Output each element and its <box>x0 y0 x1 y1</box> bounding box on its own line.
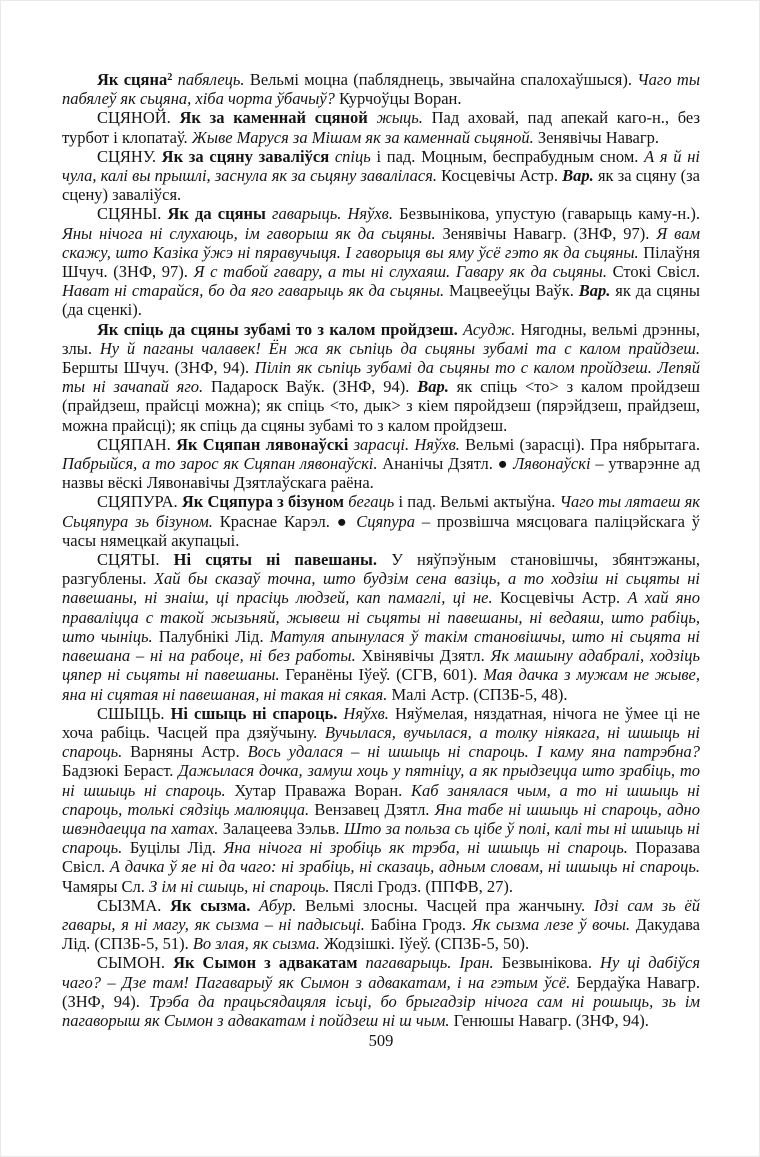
entry-paragraph <box>62 704 700 896</box>
text-run: Яны нічога ні слухаюць, ім гаворыш як да сьцяны. <box>62 223 436 243</box>
text-run: Як за сцяну заваліўся <box>161 146 330 166</box>
entry-paragraph <box>62 204 700 319</box>
text-run: Я вам скажу, што Казіка ўжэ ні пяравучыця. І гаворыця вы яму ўсё гэто як да сьцяны. <box>62 223 700 262</box>
text-run: як за сцяну (за сцену) заваліўся. <box>62 166 700 205</box>
text-run: Палубнікі Лід. <box>152 626 270 646</box>
text-run: А дачка ў яе ні да чаго: ні зрабіць, ні сказаць, адным словам, ні шшыць ні спароць. <box>109 857 700 877</box>
text-run: Няўмелая, няздатная, нічога не ўмее ці не хоча рабіць. Часцей пра дзяўчыну. <box>62 703 700 742</box>
text-run: СЫМОН. <box>97 953 174 973</box>
text-run: і пад. Вельмі актыўна. <box>394 492 560 512</box>
text-run: – прозвішча мясцовага паліцэйскага ў часы нямецкай акупацыі. <box>62 511 701 550</box>
text-run: СЫЗМА. <box>97 895 171 915</box>
text-run: СЦЯНЫ. <box>97 204 168 224</box>
text-run: Дакудава Лід. (СПЗБ-5, 51). <box>62 914 700 954</box>
text-run: Яна табе ні шшыць ні спароць, адно швэндаецца па хатах. <box>62 799 700 838</box>
text-run: Бершты Шчуч. (ЗНФ, 94). <box>62 358 255 378</box>
text-run: З ім ні сшыць, ні спароць. <box>149 876 330 896</box>
text-run: Во злая, як сызма. <box>192 934 320 954</box>
text-run: зарасці. Няўхв. <box>348 434 460 454</box>
text-run: Жодзішкі. Іўеў. (СПЗБ-5, 50). <box>319 934 530 954</box>
text-run: Чаго ты лятаеш як Сьцяпура зь бізуном. <box>62 492 700 531</box>
text-run: СЦЯНУ. <box>97 146 162 166</box>
text-run: Яна нічога ні зробіць як трэба, ні шшыць ні спароць. <box>223 838 628 858</box>
text-run: Поразава Свісл. <box>62 838 701 877</box>
text-run: Як машыну адабралі, ходзіць цяпер ні сьцяты ні павешаны. <box>62 646 700 685</box>
text-run: Нягодны, вельмі дрэнны, злы. <box>62 319 701 358</box>
text-run: Краснае Карэл. ● <box>212 511 357 531</box>
text-run: Што за польза сь цібе ў полі, калі ты ні шшыць ні спароць. <box>62 818 700 858</box>
text-run: Хутар Праважа Воран. <box>225 780 411 800</box>
text-run: Жыве Маруся за Мішам як за каменнай сьцяной. <box>191 127 534 147</box>
text-run: У няўпэўным становішчы, збянтэжаны, разгублены. <box>62 550 700 589</box>
text-run: – утварэнне ад назвы вёскі Лявонавічы Дзятлаўскага раёна. <box>62 454 700 493</box>
text-run: Хвінявічы Дзятл. <box>355 646 491 666</box>
text-run: Бердаўка Навагр. (ЗНФ, 94). <box>62 972 700 1011</box>
entry-paragraph <box>62 492 700 550</box>
entry-paragraph <box>62 320 700 435</box>
text-run: Як сызма. <box>170 895 251 915</box>
text-run: Нават ні старайся, бо да яго гаварыць як да сьцяны. <box>62 281 445 301</box>
text-run: Вар. <box>417 377 449 397</box>
text-run: Вельмі (зарасці). Пра нябрытага. <box>459 434 700 454</box>
text-run: жыць. <box>367 108 423 128</box>
text-run: Абур. <box>250 895 297 915</box>
text-run: Трэба да працьсядацяля ісьці, бо брыгадзір нічога сам ні рошыць, зь ім пагаворыш як Сымон з адвакатам і пойдзеш ні ш чым. <box>62 991 700 1030</box>
text-run: Безвынікова, упустую (гаварыць каму-н.). <box>392 204 700 224</box>
text-run: Пілаўня Шчуч. (ЗНФ, 97). <box>62 242 700 282</box>
text-run: Косцевічы Астр. <box>492 588 628 608</box>
text-run: Як Сымон з адвакатам <box>173 953 358 973</box>
text-run: Безвынікова. <box>493 953 601 973</box>
text-run: Буцілы Лід. <box>122 838 224 858</box>
text-run: СЦЯНОЙ. <box>97 108 180 128</box>
text-run: Косцевічы Астр. <box>437 166 563 186</box>
text-run: Бадзюкі Бераст. <box>62 761 179 781</box>
text-run: А я й ні чула, калі вы прышлі, заснула як за сьцяну завалілася. <box>62 146 700 186</box>
text-run: Вар. <box>578 281 611 301</box>
text-run: Як спіць да сцяны зубамі то з калом пройдзеш. <box>97 319 458 339</box>
text-run: СЦЯПАН. <box>97 434 177 454</box>
text-run: Ні сшыць ні спароць. <box>170 703 338 723</box>
text-run: Ну ці дабіўся чаго? – Дзе там! Пагаварыў як Сымон з адвакатам, і на гэтым ўсё. <box>62 953 701 992</box>
text-run: Сцяпура <box>356 511 415 531</box>
text-run: Дажылася дочка, замуш хоць у пятніцу, а як прыдзецца што зрабіць, то ні шшыць ні спароць. <box>62 761 700 800</box>
text-run: Як сцяна <box>97 70 168 89</box>
text-run: А хай яно праваліцца с такой жызьняй, жывеш ні сьцяты ні павешаны, ні ведаяш, што рабіць, што чыніць. <box>62 588 700 646</box>
text-run: Чаго ты пабялеў як сьцяна, хіба чорта ўбачыў? <box>62 70 700 109</box>
text-run: Бабіна Гродз. <box>364 914 472 934</box>
entry-paragraph <box>62 435 700 493</box>
text-run: Як за каменнай сцяной <box>179 108 368 128</box>
entry-paragraph <box>62 953 700 1030</box>
text-run: Малі Астр. (СПЗБ-5, 48). <box>387 684 568 704</box>
text-run: Вучылася, вучылася, а толку ніякага, ні шшыць ні спароць. <box>62 722 700 762</box>
text-run: бегаць <box>344 492 395 512</box>
text-run: Вельмі моцна (пабляднець, звычайна спалохаўшыся). <box>244 70 638 89</box>
text-run: як да сцяны (да сценкі). <box>62 281 700 320</box>
text-run: Ні сцяты ні павешаны. <box>173 550 378 570</box>
text-run: Вельмі злосны. Часцей пра жанчыну. <box>296 895 594 915</box>
text-run: Піліп як сьпіць зубамі да сьцяны то с калом пройдзеш. Лепяй ты ні зачапай яго. <box>62 358 701 397</box>
text-run: Вось удалася – ні шшыць ні спароць. І каму яна патрэбна? <box>247 742 701 762</box>
text-run: Стокі Свісл. <box>606 262 700 282</box>
text-run: Варняны Астр. <box>122 742 248 762</box>
text-run: Хай бы сказаў точна, што будзім сена вазіць, а то ходзіш ні сьцяты ні павешаны, ні знаіш, ці прасіць людзей, кап памаглі, ці не. <box>62 569 700 608</box>
text-run: Вензавец Дзятл. <box>309 799 435 819</box>
text-run: Каб занялася чым, а то ні шшыць ні спароць, толькі сядзіць малюяцца. <box>62 780 700 819</box>
text-run: Ананічы Дзятл. ● <box>377 454 514 474</box>
text-run: Як да сцяны <box>167 204 266 224</box>
text-run: Асудж. <box>457 319 516 339</box>
text-run: Як Сцяпан лявонаўскі <box>176 434 349 454</box>
text-run: Як Сцяпура з бізуном <box>181 492 345 512</box>
text-run: Генюшы Навагр. (ЗНФ, 94). <box>449 1010 649 1030</box>
text-run: як спіць <то> з калом пройдзеш (прайдзеш, прайсці можна); як спіць <то, дык> з кіем пяройдзеш (пярэйдзеш, прайдзеш, можна прайсці); як спіць да сцяны зубамі то з калом пройдзеш. <box>62 377 700 435</box>
text-run: Зенявічы Навагр. <box>533 127 660 147</box>
entry-paragraph <box>62 147 700 205</box>
text-run: Зенявічы Навагр. (ЗНФ, 97). <box>435 223 657 243</box>
text-run: СЦЯТЫ. <box>97 550 174 570</box>
text-run: Чамяры Сл. <box>62 876 150 896</box>
text-run: Няўхв. <box>337 703 389 723</box>
text-run: спіць <box>329 146 371 166</box>
entry-paragraph <box>62 896 700 954</box>
text-run: пабялець. <box>172 70 245 89</box>
entry-paragraph <box>62 70 700 108</box>
entries-container <box>62 70 700 1030</box>
text-run: Падароск Ваўк. (ЗНФ, 94). <box>203 377 418 397</box>
text-run: і пад. Моцным, беспрабудным сном. <box>370 146 645 166</box>
text-run: Мацвееўцы Ваўк. <box>444 281 579 301</box>
text-run: Залацеева Зэльв. <box>218 818 344 838</box>
text-run: Мая дачка з мужам не жыве, яна ні сцятая ні павешаная, ні такая ні сякая. <box>62 665 701 704</box>
page-number: 509 <box>368 1031 394 1051</box>
text-run: Пабрыйся, а то зарос як Сцяпан лявонаўскі. <box>62 454 378 474</box>
text-run: Ну й паганы чалавек! Ён жа як сьпіць да сьцяны зубамі та с калом прайдзеш. <box>99 338 701 358</box>
text-run: Матуля апынулася ў такім становішчы, што ні сьцята ні павешана – ні на рабоце, ні без работы. <box>62 626 700 666</box>
text-run: Лявонаўскі <box>513 454 591 474</box>
text-run: СШЫЦЬ. <box>97 703 171 723</box>
text-run: Геранёны Іўеў. (СГВ, 601). <box>279 665 484 685</box>
text-run: Ідзі сам зь ёй гавары, я ні магу, як сызма – ні падысьці. <box>62 895 701 934</box>
entry-paragraph <box>62 550 700 704</box>
text-run: Пад аховай, пад апекай каго-н., без турбот і клопатаў. <box>62 108 700 147</box>
text-run: Вар. <box>562 166 594 186</box>
text-run: гаварыць. Няўхв. <box>265 204 393 224</box>
text-run: пагаварыць. Іран. <box>357 953 494 973</box>
text-run: Я с табой гавару, а ты ні слухаяш. Гавару як да сьцяны. <box>193 262 607 282</box>
entry-paragraph <box>62 108 700 146</box>
text-run: 2 <box>167 72 173 84</box>
text-run: Як сызма лезе ў вочы. <box>471 914 631 934</box>
text-run: СЦЯПУРА. <box>97 492 182 512</box>
text-run: Курчоўцы Воран. <box>334 89 462 109</box>
text-run: Пяслі Гродз. (ППФВ, 27). <box>329 876 514 896</box>
